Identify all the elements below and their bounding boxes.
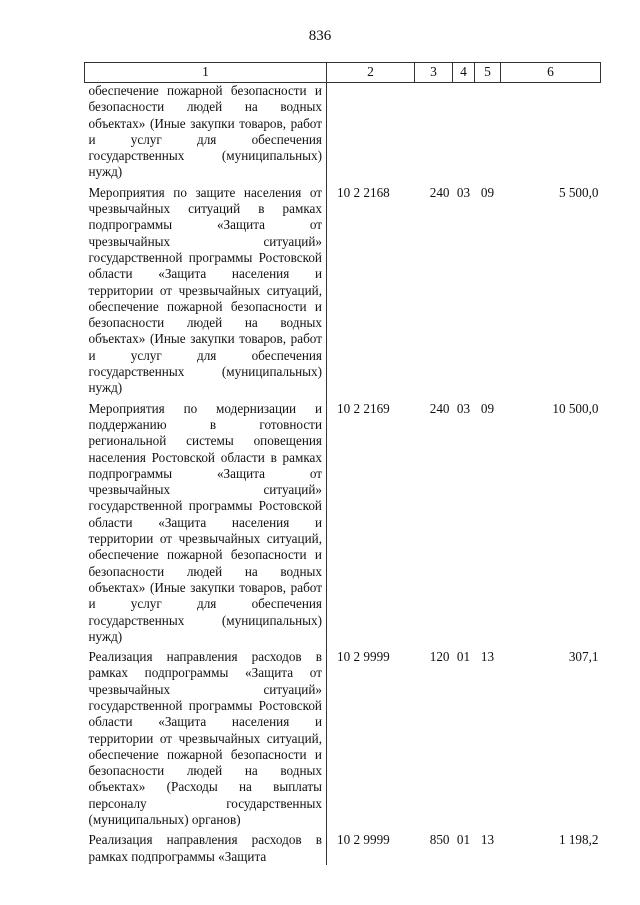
- column-header: 6: [501, 63, 601, 83]
- row-amount: [501, 83, 601, 181]
- row-pr: 09: [480, 184, 495, 200]
- row-vr: 850: [429, 832, 450, 848]
- row-amount: 307,1: [568, 649, 599, 665]
- table-row: [85, 645, 601, 828]
- column-header: 1: [85, 63, 327, 83]
- row-pr: 13: [480, 649, 495, 665]
- row-rz: 03: [456, 400, 471, 416]
- row-vr: [415, 83, 453, 181]
- table-row: [85, 828, 601, 865]
- row-rz: [453, 83, 475, 181]
- row-vr: 120: [429, 649, 450, 665]
- table-header-row: [85, 63, 601, 83]
- row-pr: [475, 83, 501, 181]
- table-row: [85, 181, 601, 397]
- row-pr: 13: [480, 832, 495, 848]
- row-description: Мероприятия по защите населения от чрезвычайных ситуаций в рамках подпрограммы «Защита от чрезвычайных ситуаций» государственной программы Ростовской области «Защита населения и территории от чрезвычайных ситуаций, обеспечение пожарной безопасности и безопасности людей на водных объектах» (Иные закупки товаров, работ и услуг для обеспечения государственных (муниципальных) нужд): [85, 181, 327, 397]
- budget-table: [84, 62, 601, 865]
- row-description: обеспечение пожарной безопасности и безопасности людей на водных объектах» (Иные закупки товаров, работ и услуг для обеспечения государственных (муниципальных) нужд): [85, 83, 327, 181]
- page-number: 836: [308, 28, 332, 44]
- row-amount: 10 500,0: [552, 400, 599, 416]
- row-amount: 5 500,0: [558, 184, 599, 200]
- row-description: Реализация направления расходов в рамках подпрограммы «Защита от чрезвычайных ситуаций» государственной программы Ростовской области «Защита населения и территории от чрезвычайных ситуаций, обеспечение пожарной безопасности и безопасности людей на водных объектах» (Расходы на выплаты персоналу государственных (муниципальных) органов): [85, 645, 327, 828]
- row-rz: 01: [456, 832, 471, 848]
- column-header: 2: [327, 63, 415, 83]
- column-header: 3: [415, 63, 453, 83]
- column-header: 5: [475, 63, 501, 83]
- table-row: [85, 83, 601, 181]
- row-description: Мероприятия по модернизации и поддержанию в готовности региональной системы оповещения населения Ростовской области в рамках подпрограммы «Защита от чрезвычайных ситуаций» государственной программы Ростовской области «Защита населения и территории от чрезвычайных ситуаций, обеспечение пожарной безопасности и безопасности людей на водных объектах» (Иные закупки товаров, работ и услуг для обеспечения государственных (муниципальных) нужд): [85, 397, 327, 645]
- row-vr: 240: [429, 184, 450, 200]
- row-rz: 03: [456, 184, 471, 200]
- row-code: 10 2 2169: [337, 400, 390, 416]
- row-vr: 240: [429, 400, 450, 416]
- table-row: [85, 397, 601, 645]
- row-pr: 09: [480, 400, 495, 416]
- row-code: 10 2 9999: [337, 832, 390, 848]
- row-code: 10 2 2168: [337, 184, 390, 200]
- row-amount: 1 198,2: [558, 832, 599, 848]
- row-description: Реализация направления расходов в рамках подпрограммы «Защита: [85, 828, 327, 865]
- row-code: [327, 83, 415, 181]
- row-rz: 01: [456, 649, 471, 665]
- row-code: 10 2 9999: [337, 649, 390, 665]
- column-header: 4: [453, 63, 475, 83]
